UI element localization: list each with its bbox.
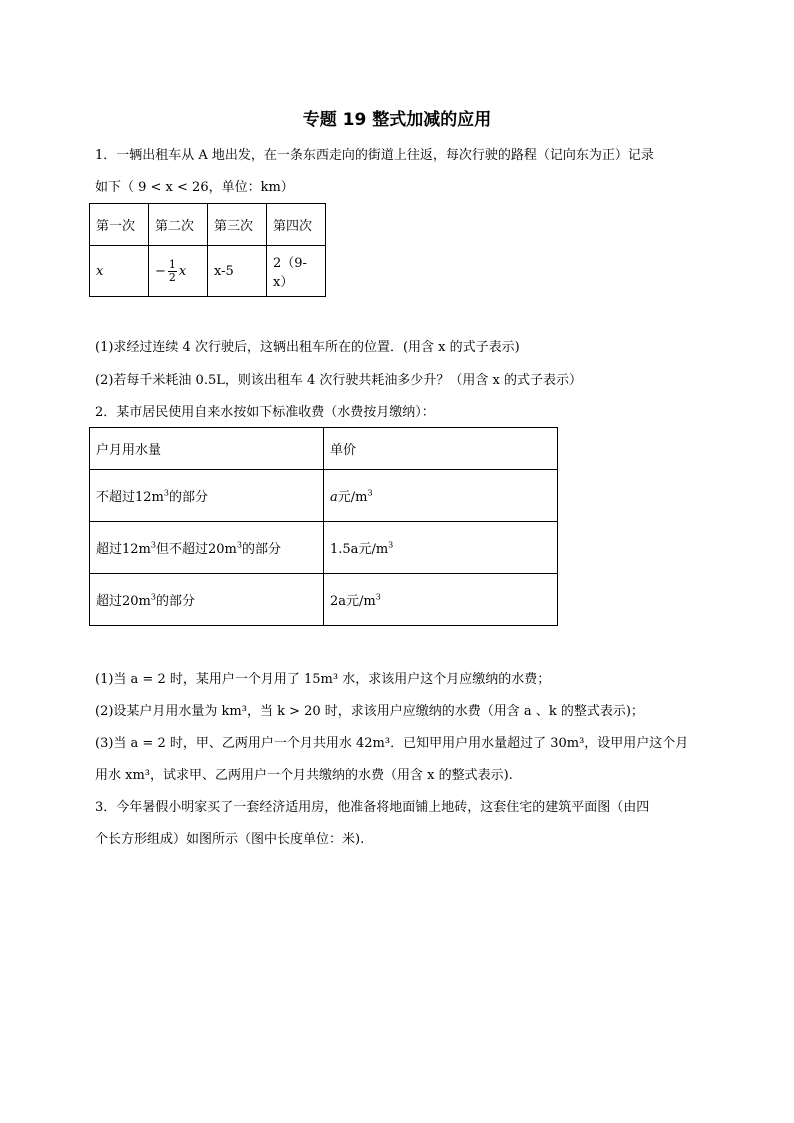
q2-intro: 2．某市居民使用自来水按如下标准收费（水费按月缴纳）： xyxy=(95,405,435,420)
table-row xyxy=(90,470,558,522)
cell-text: 12m xyxy=(135,490,164,505)
price-unit: 元/m xyxy=(337,490,368,505)
q3-line1: 3．今年暑假小明家买了一套经济适用房，他准备将地面铺上地砖，这套住宅的建筑平面图（由四 xyxy=(95,800,650,815)
fraction xyxy=(168,259,177,284)
q2-sub3-line2: 用水 xm³，试求甲、乙两用户一个月共缴纳的水费（用含 x 的整式表示). xyxy=(95,768,513,783)
cell-superscript: 3 xyxy=(388,540,394,550)
cell-text: 超过 xyxy=(96,594,123,609)
q3-line2: 个长方形组成）如图所示（图中长度单位：米). xyxy=(95,832,365,847)
table-row xyxy=(90,246,326,297)
table-header-cell: 第二次 xyxy=(149,204,208,246)
table-header-cell: 第一次 xyxy=(90,204,149,246)
table-cell: x xyxy=(90,246,149,297)
cell-text: 的部分 xyxy=(168,490,208,505)
table-cell xyxy=(324,522,558,574)
table-cell: 2（9-x） xyxy=(267,246,326,297)
cell-superscript: 3 xyxy=(375,592,381,602)
fraction-variable: x xyxy=(178,263,187,279)
page-title: 专题 19 整式加减的应用 xyxy=(302,110,492,130)
table-row xyxy=(90,522,558,574)
cell-text: 不超过 xyxy=(96,490,136,505)
q1-sub2: (2)若每千米耗油 0.5L，则该出租车 4 次行驶共耗油多少升？（用含 x 的式子表示） xyxy=(95,373,582,388)
price-value: 2a xyxy=(330,594,347,609)
table-header-cell: 户月用水量 xyxy=(90,428,324,470)
table-cell xyxy=(149,246,208,297)
cell-superscript: 3 xyxy=(150,540,156,550)
table-row xyxy=(90,574,558,626)
cell-text: 20m xyxy=(122,594,151,609)
table-header-row xyxy=(90,428,558,470)
q2-sub3-line1: (3)当 a = 2 时，甲、乙两用户一个月共用水 42m³．已知甲用户用水量超过了 30m³，设甲用户这个月 xyxy=(95,736,689,751)
cell-text: 的部分 xyxy=(241,542,281,557)
cell-text: 但不超过 xyxy=(155,542,208,557)
water-price-table xyxy=(89,427,558,626)
table-cell xyxy=(324,574,558,626)
q2-sub2: (2)设某户月用水量为 km³，当 k > 20 时，求该用户应缴纳的水费（用含 a 、k 的整式表示)； xyxy=(95,704,644,719)
table-cell xyxy=(90,522,324,574)
cell-text: 12m xyxy=(122,542,151,557)
cell-superscript: 3 xyxy=(367,488,373,498)
table-header-cell: 第三次 xyxy=(208,204,267,246)
trip-table xyxy=(89,203,326,297)
cell-superscript: 3 xyxy=(163,488,169,498)
table-cell xyxy=(324,470,558,522)
q1-line1: 1．一辆出租车从 A 地出发，在一条东西走向的街道上往返，每次行驶的路程（记向东为正）记录 xyxy=(95,148,654,163)
price-value: 1.5a xyxy=(330,542,359,557)
table-cell xyxy=(90,574,324,626)
cell-superscript: 3 xyxy=(236,540,242,550)
table-header-row xyxy=(90,204,326,246)
q2-sub1: (1)当 a = 2 时，某用户一个月用了 15m³ 水，求该用户这个月应缴纳的水费； xyxy=(95,672,551,687)
table-header-cell: 第四次 xyxy=(267,204,326,246)
fraction-numerator: 1 xyxy=(168,257,176,271)
cell-superscript: 3 xyxy=(150,592,156,602)
table-cell: x-5 xyxy=(208,246,267,297)
cell-text: 的部分 xyxy=(155,594,195,609)
cell-text: 20m xyxy=(208,542,237,557)
q1-line2: 如下（ 9 < x < 26，单位：km） xyxy=(95,180,294,195)
table-cell xyxy=(90,470,324,522)
q1-sub1: (1)求经过连续 4 次行驶后，这辆出租车所在的位置．(用含 x 的式子表示) xyxy=(95,340,520,355)
price-unit: 元/m xyxy=(346,594,376,609)
fraction-denominator: 2 xyxy=(168,270,176,284)
minus-sign: − xyxy=(155,263,166,279)
price-unit: 元/m xyxy=(358,542,389,557)
cell-text: 超过 xyxy=(96,542,123,557)
table-header-cell: 单价 xyxy=(324,428,558,470)
price-value: a xyxy=(330,490,338,505)
